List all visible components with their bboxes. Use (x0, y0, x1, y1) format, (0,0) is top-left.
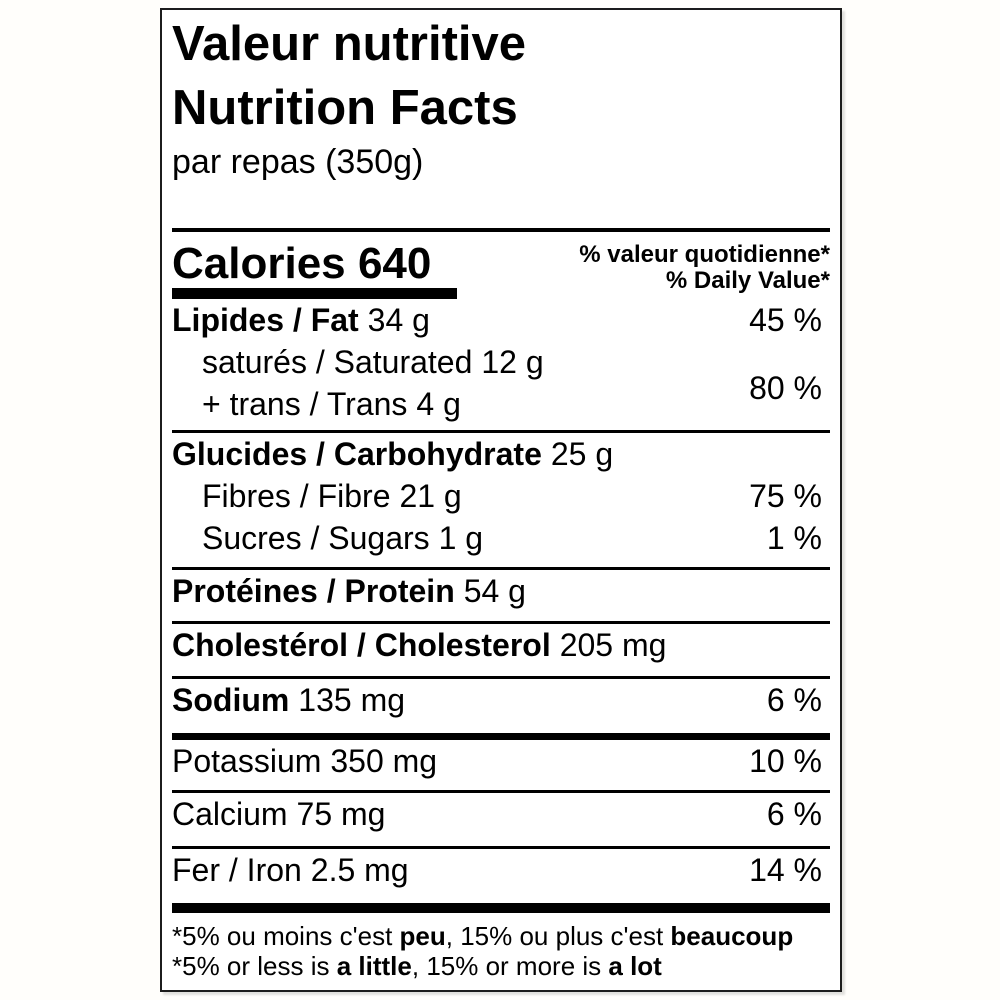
serving-size: par repas (350g) (172, 143, 424, 181)
nutrient-row-carbohydrate (172, 433, 830, 475)
nutrient-percent: 6 % (766, 682, 822, 718)
nutrient-row-protein (172, 570, 830, 612)
nutrient-row-iron (172, 849, 830, 891)
saturated-trans-group (172, 341, 830, 425)
nutrient-name: + trans / Trans (202, 386, 408, 422)
nutrient-row-sugars (172, 517, 830, 559)
calories-underline (172, 288, 457, 299)
nutrient-percent (822, 570, 830, 612)
nutrient-text (172, 299, 430, 341)
daily-value-header-english: % Daily Value* (665, 267, 830, 294)
footnote-bold: a lot (608, 951, 662, 981)
nutrient-percent: 75 % (749, 478, 822, 514)
nutrient-name: Cholestérol / Cholesterol (172, 627, 551, 663)
nutrient-amount: 4 g (416, 386, 461, 422)
nutrient-name: Protéines / Protein (172, 573, 455, 609)
nutrient-amount: 1 g (438, 520, 484, 556)
nutrient-amount: 2.5 mg (310, 852, 409, 888)
nutrient-amount: 34 g (367, 302, 430, 338)
nutrient-amount: 25 g (550, 436, 614, 472)
calories-label: Calories (172, 239, 346, 288)
nutrient-name: Fibres / Fibre (202, 478, 391, 514)
footer-divider (172, 903, 830, 913)
calories-text (172, 240, 457, 288)
nutrient-text (172, 679, 405, 721)
footnote-bold: a little (336, 951, 412, 981)
nutrient-name: Sodium (172, 682, 290, 718)
footnote-text: *5% or less is (172, 951, 337, 981)
nutrition-facts-label (160, 8, 842, 992)
daily-value-header (579, 240, 830, 294)
nutrient-row-calcium (172, 793, 830, 835)
footnote-text: , 15% or more is (411, 951, 609, 981)
nutrient-text (172, 475, 462, 517)
header-divider (172, 228, 830, 232)
nutrient-amount: 350 mg (330, 743, 438, 779)
nutrient-name: Fer / Iron (172, 852, 302, 888)
daily-value-header-french: % valeur quotidienne* (579, 241, 830, 268)
title-french: Valeur nutritive (172, 17, 527, 71)
nutrient-text (172, 849, 409, 891)
minerals-divider (172, 733, 830, 740)
footnote-bold: peu (399, 921, 446, 951)
nutrient-name: Potassium (172, 743, 322, 779)
footnote-english (172, 951, 830, 981)
calories-value: 640 (357, 239, 432, 288)
nutrient-text (172, 570, 526, 612)
calories-row (172, 240, 830, 299)
nutrient-row-potassium (172, 740, 830, 782)
nutrient-percent: 10 % (749, 743, 822, 779)
nutrient-row-fat (172, 299, 830, 341)
nutrient-text (172, 740, 437, 782)
nutrient-amount: 12 g (481, 344, 544, 380)
footnote (172, 921, 830, 981)
footnote-bold: beaucoup (670, 921, 794, 951)
nutrient-row-sodium (172, 679, 830, 721)
nutrient-row-cholesterol (172, 624, 830, 666)
nutrient-text (172, 517, 483, 559)
nutrient-text (172, 793, 385, 835)
nutrient-name: Sucres / Sugars (202, 520, 430, 556)
nutrient-row-fibre (172, 475, 830, 517)
nutrient-percent: 1 % (766, 520, 822, 556)
nutrient-name: Glucides / Carbohydrate (172, 436, 542, 472)
calories-block (172, 240, 457, 299)
nutrient-amount: 21 g (399, 478, 462, 514)
nutrient-text (172, 433, 613, 475)
nutrient-text (172, 624, 666, 666)
nutrient-row-saturated (172, 341, 544, 383)
nutrient-row-trans (172, 383, 544, 425)
footnote-text: , 15% ou plus c'est (445, 921, 671, 951)
nutrient-percent: 6 % (766, 796, 822, 832)
nutrient-percent (822, 624, 830, 666)
footnote-text: *5% ou moins c'est (172, 921, 400, 951)
title-english: Nutrition Facts (172, 81, 518, 135)
nutrient-percent: 14 % (749, 852, 822, 888)
nutrient-amount: 54 g (463, 573, 526, 609)
nutrient-name: Calcium (172, 796, 288, 832)
nutrient-amount: 135 mg (298, 682, 406, 718)
nutrient-percent: 45 % (749, 302, 822, 338)
footnote-french (172, 921, 830, 951)
nutrient-percent (822, 433, 830, 475)
nutrient-amount: 205 mg (559, 627, 667, 663)
saturated-trans-names (172, 341, 544, 425)
nutrient-amount: 75 mg (296, 796, 386, 832)
nutrient-name: Lipides / Fat (172, 302, 359, 338)
nutrient-name: saturés / Saturated (202, 344, 473, 380)
saturated-trans-percent: 80 % (749, 370, 822, 406)
